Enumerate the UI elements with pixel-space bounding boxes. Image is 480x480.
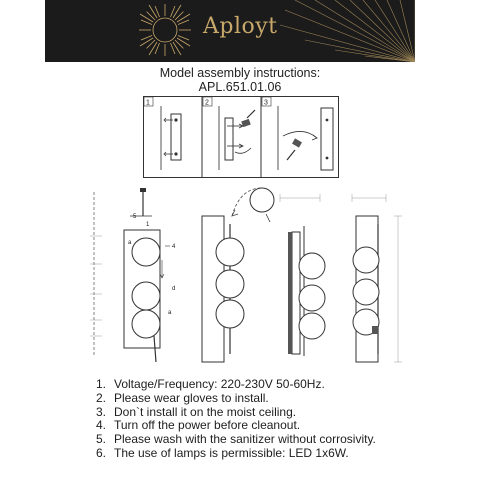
globe-shade [353,279,379,305]
globe-shade [299,313,325,339]
backplate-profile [292,232,300,354]
globe-shade [132,282,160,310]
step-1-panel [144,97,181,170]
instruction-number: 4. [96,418,107,433]
drawing-dimensioned-view [352,194,402,362]
callout-4: 4 [172,244,176,250]
drawing-exploded-view [90,188,176,362]
globe-shade [353,247,379,273]
instruction-number: 1. [96,377,107,391]
step-3-panel [262,97,333,170]
globe-shade [299,253,325,279]
page-title: Model assembly instructions: [159,66,321,80]
technical-drawings [80,186,414,372]
instruction-text: Please wash with the sanitizer without corrosivity. [114,432,376,447]
drawing-front-view [202,188,274,362]
globe-shade [216,300,244,328]
callout-d: d [172,286,176,292]
instruction-number: 5. [96,432,107,447]
brand-name: Aployt [203,14,278,39]
globe-shade [132,310,160,338]
step-2-panel [203,97,255,170]
instruction-item [96,406,376,420]
lamp-rod [154,336,156,362]
sun-logo-icon [137,2,193,58]
instruction-text: Don`t install it on the moist ceiling. [114,404,297,419]
instruction-number: 2. [96,390,107,405]
step-1-number: 1 [146,99,150,107]
instruction-text: Voltage/Frequency: 220-230V 50-60Hz. [114,377,325,391]
globe-shade [299,285,325,311]
instruction-text: Turn off the power before cleanout. [114,418,301,433]
instruction-item [96,419,376,433]
assembly-steps-strip [143,96,339,178]
instruction-item [96,392,376,406]
globe-shade [216,270,244,298]
callout-a: a [128,240,132,246]
dimension-ticks [90,236,102,336]
steps-frame [144,97,339,178]
junction-box [372,326,378,334]
model-number: APL.651.01.06 [198,80,282,94]
instruction-text: The use of lamps is permissible: LED 1x6W. [114,445,349,460]
instruction-item [96,433,376,447]
instruction-item [96,447,376,461]
globe-shade [132,238,160,266]
callout-a: a [168,310,172,316]
instruction-item [96,378,376,392]
drawing-side-view [280,194,325,356]
instruction-text: Please wear gloves to install. [114,390,269,405]
brand-banner [45,0,415,62]
screw-head [140,188,146,192]
globe-shade [216,238,244,266]
callout-5: 5 [133,214,137,220]
instructions-list [96,378,376,461]
step-3-number: 3 [264,99,268,107]
step-2-number: 2 [205,99,209,107]
instruction-number: 6. [96,445,107,460]
wall-mount-bar [288,232,292,354]
globe-shade-rotated [250,188,274,212]
instruction-number: 3. [96,404,107,419]
callout-1: 1 [146,222,150,228]
